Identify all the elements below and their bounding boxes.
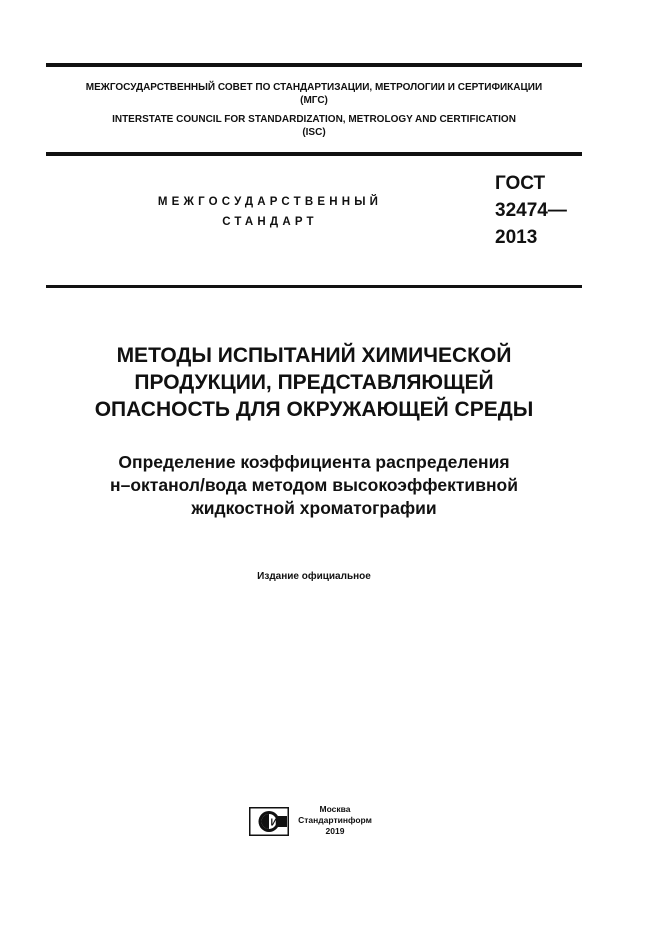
designation-year: 2013 [495, 227, 538, 248]
edition-note: Издание официальное [257, 571, 371, 582]
council-abbr-ru: (МГС) [300, 95, 328, 106]
council-name-en-line: INTERSTATE COUNCIL FOR STANDARDIZATION, METROLOGY AND CERTIFICATION [112, 114, 516, 125]
middle-divider [46, 152, 582, 156]
title-line: ОПАСНОСТЬ ДЛЯ ОКРУЖАЮЩЕЙ СРЕДЫ [94, 398, 534, 421]
standard-type-line2: СТАНДАРТ [222, 216, 318, 228]
document-subtitle [46, 451, 582, 520]
top-divider [46, 63, 582, 67]
subtitle-line: н–октанол/вода методом высокоэффективной [110, 475, 518, 495]
council-name-ru [46, 81, 582, 107]
council-abbr-en: (ISC) [302, 127, 326, 138]
title-line: МЕТОДЫ ИСПЫТАНИЙ ХИМИЧЕСКОЙ [116, 344, 512, 367]
title-line: ПРОДУКЦИИ, ПРЕДСТАВЛЯЮЩЕЙ [134, 371, 494, 394]
publisher-year: 2019 [325, 826, 345, 836]
designation-prefix: ГОСТ [495, 173, 546, 194]
council-name-ru-line: МЕЖГОСУДАРСТВЕННЫЙ СОВЕТ ПО СТАНДАРТИЗАЦИИ, МЕТРОЛОГИИ И СЕРТИФИКАЦИИ [85, 82, 543, 93]
lower-divider [46, 285, 582, 288]
standartinform-logo-icon [249, 807, 289, 836]
document-title [46, 342, 582, 423]
standard-type-label [140, 192, 400, 232]
standard-designation [495, 170, 567, 251]
subtitle-line: жидкостной хроматографии [191, 498, 437, 518]
subtitle-line: Определение коэффициента распределения [118, 452, 510, 472]
council-name-en [46, 113, 582, 139]
svg-text:И: И [270, 817, 278, 829]
designation-number: 32474— [495, 200, 567, 221]
publisher-block [296, 804, 374, 837]
publisher-city: Москва [319, 804, 351, 814]
publisher-name: Стандартинформ [298, 815, 372, 825]
standard-type-line1: МЕЖГОСУДАРСТВЕННЫЙ [157, 196, 383, 208]
